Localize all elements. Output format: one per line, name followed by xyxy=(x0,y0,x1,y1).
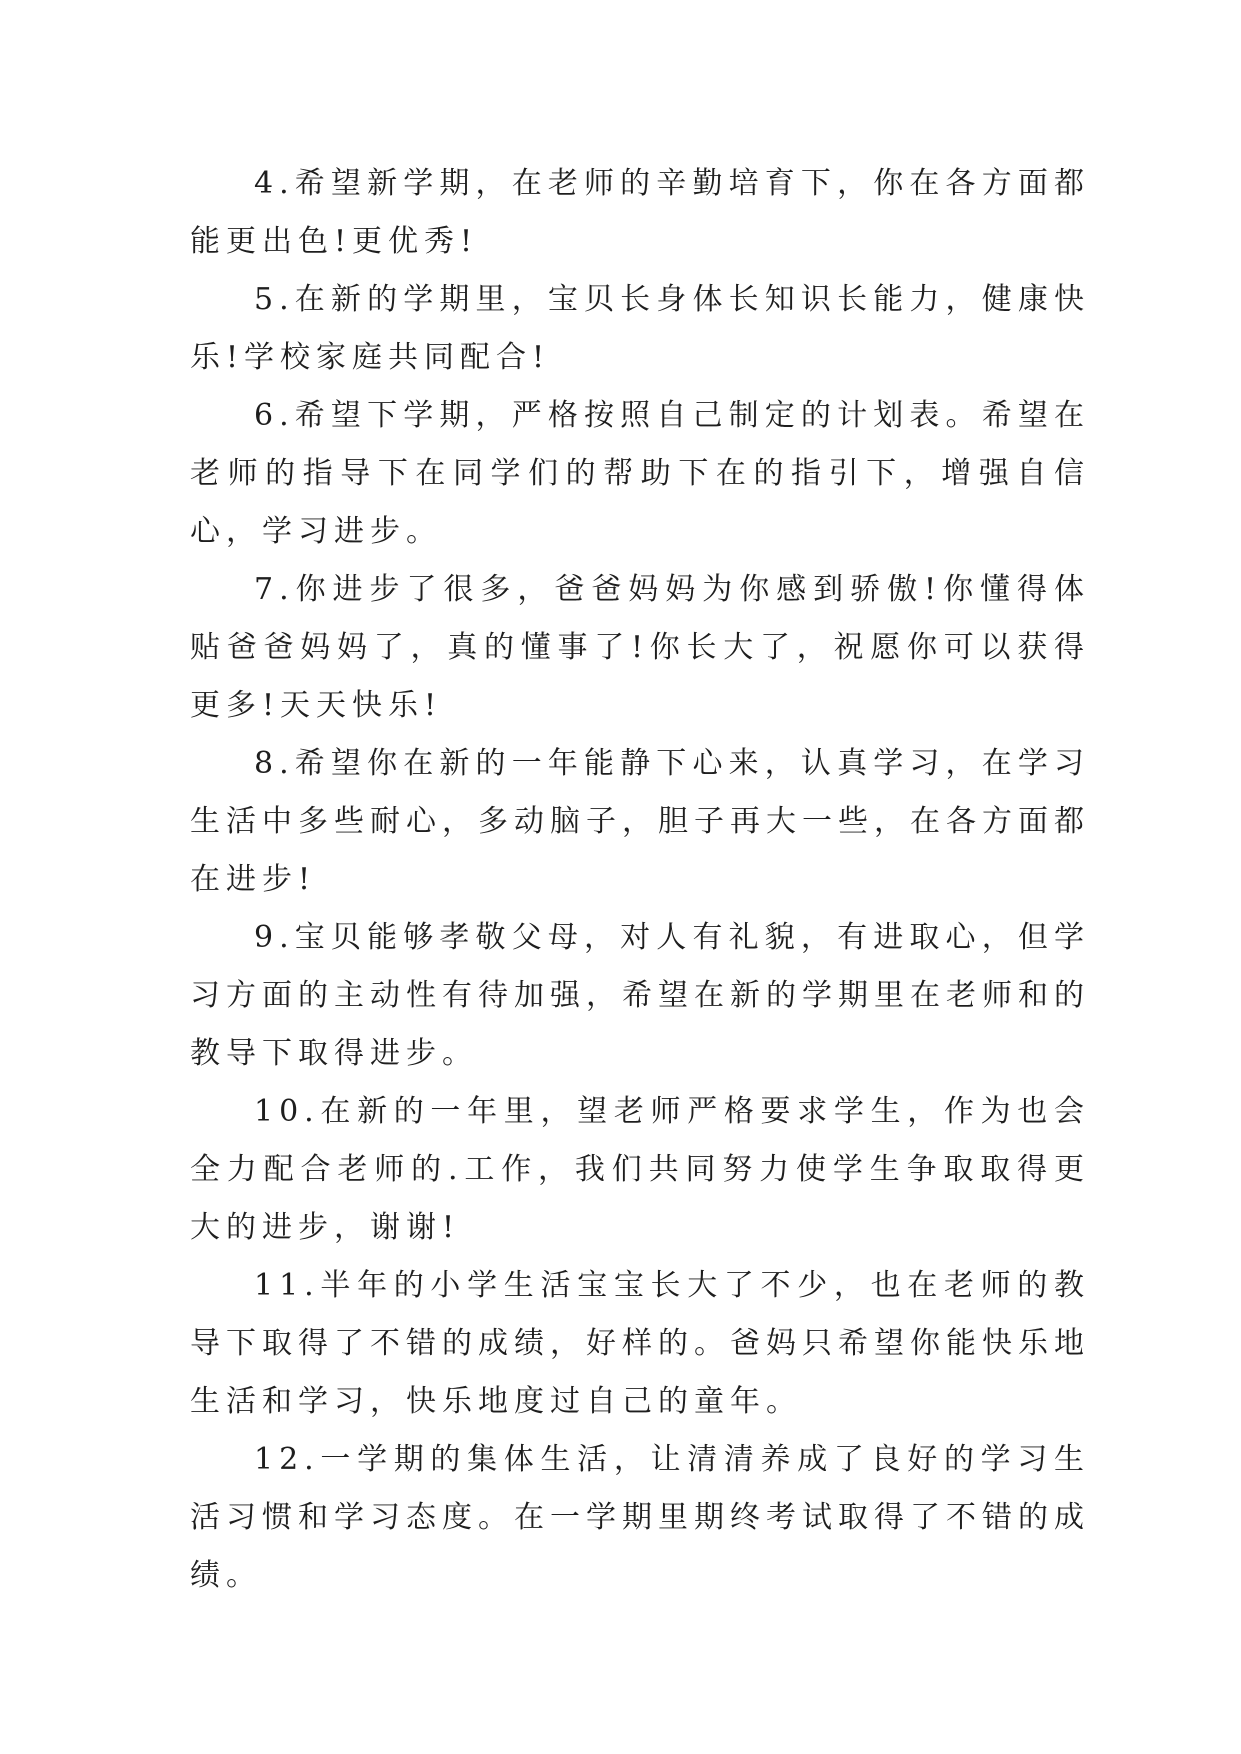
paragraph-7: 7.你进步了很多，爸爸妈妈为你感到骄傲!你懂得体贴爸爸妈妈了，真的懂事了!你长大了，祝愿你可以获得更多!天天快乐! xyxy=(190,572,1090,723)
document-body xyxy=(190,155,1090,1605)
paragraph-5: 5.在新的学期里，宝贝长身体长知识长能力，健康快乐!学校家庭共同配合! xyxy=(190,282,1090,375)
paragraph-6: 6.希望下学期，严格按照自己制定的计划表。希望在老师的指导下在同学们的帮助下在的指引下，增强自信心，学习进步。 xyxy=(190,398,1090,549)
paragraph-12: 12.一学期的集体生活，让清清养成了良好的学习生活习惯和学习态度。在一学期里期终考试取得了不错的成绩。 xyxy=(190,1442,1090,1593)
paragraph-9: 9.宝贝能够孝敬父母，对人有礼貌，有进取心，但学习方面的主动性有待加强，希望在新的学期里在老师和的教导下取得进步。 xyxy=(190,920,1090,1071)
paragraph-4: 4.希望新学期，在老师的辛勤培育下，你在各方面都能更出色!更优秀! xyxy=(190,166,1090,259)
paragraph-10: 10.在新的一年里，望老师严格要求学生，作为也会全力配合老师的.工作，我们共同努力使学生争取取得更大的进步，谢谢! xyxy=(190,1094,1090,1245)
paragraph-11: 11.半年的小学生活宝宝长大了不少，也在老师的教导下取得了不错的成绩，好样的。爸妈只希望你能快乐地生活和学习，快乐地度过自己的童年。 xyxy=(190,1268,1090,1419)
paragraph-8: 8.希望你在新的一年能静下心来，认真学习，在学习生活中多些耐心，多动脑子，胆子再大一些，在各方面都在进步! xyxy=(190,746,1090,897)
